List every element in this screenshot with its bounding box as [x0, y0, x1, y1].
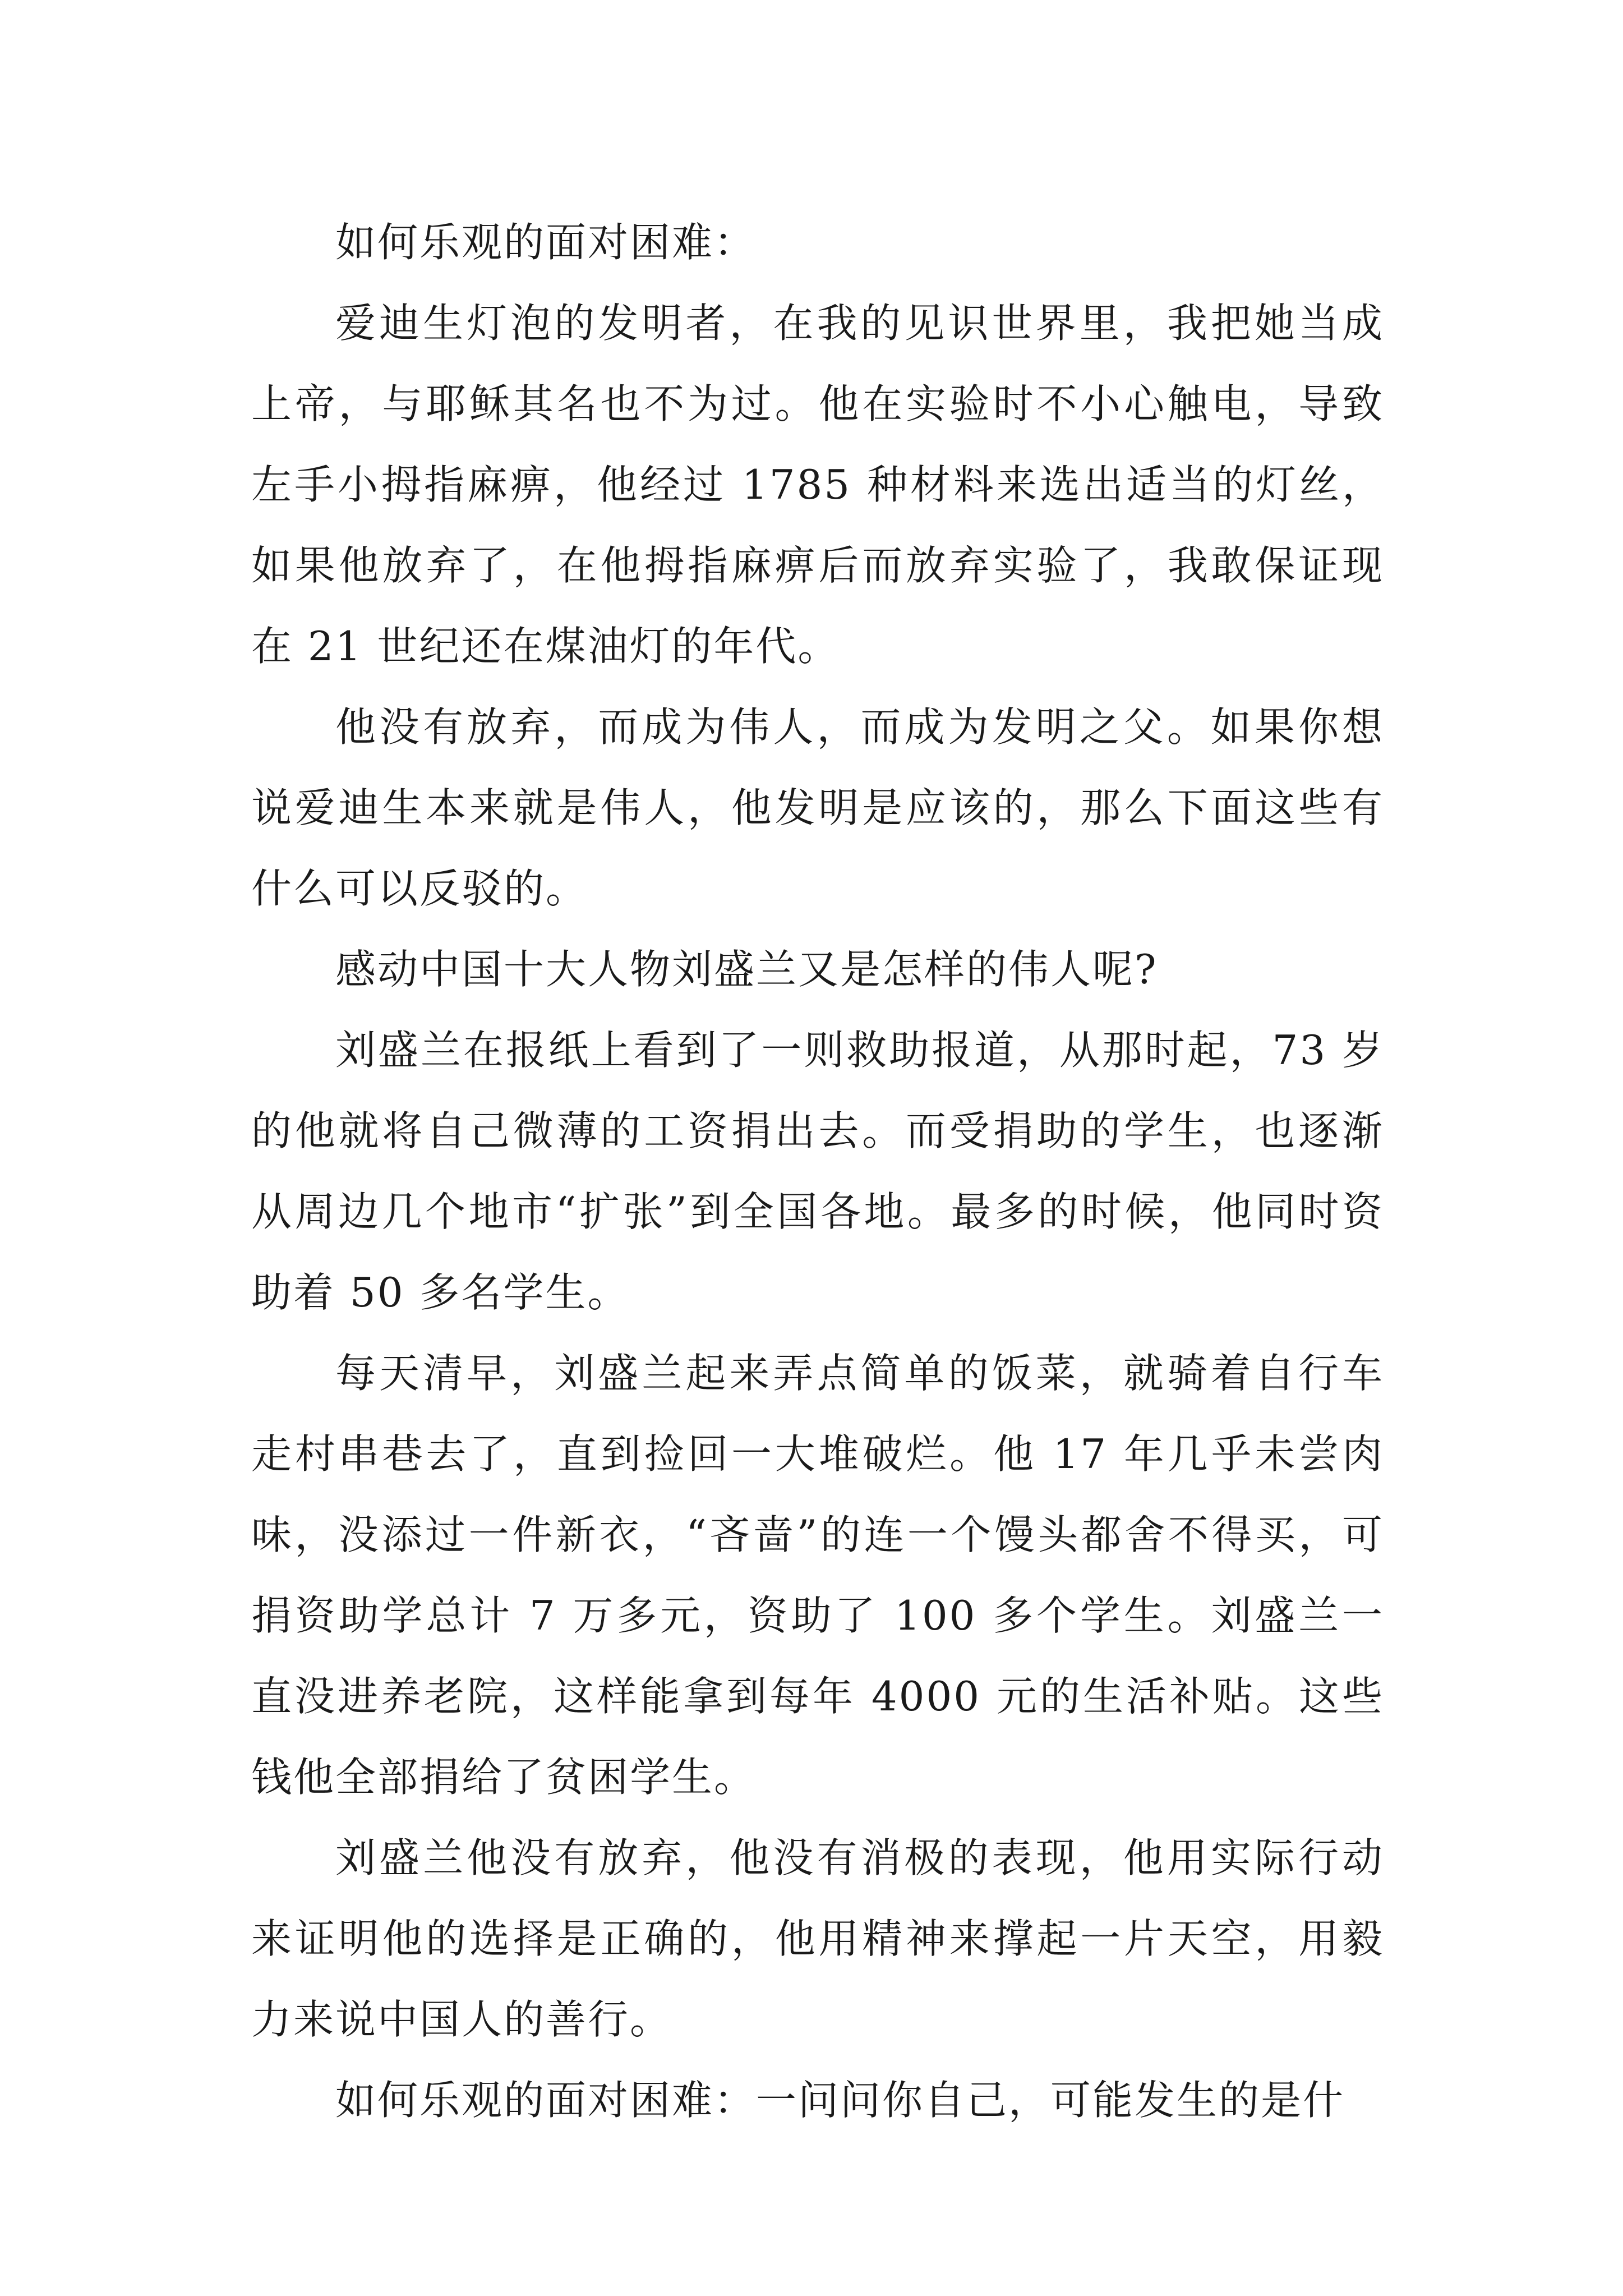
paragraph-edison-invention: 爱迪生灯泡的发明者，在我的见识世界里，我把她当成上帝，与耶稣其名也不为过。他在实验时不小心触电，导致左手小拇指麻痹，他经过 1785 种材料来选出适当的灯丝，如果他放弃了，在他拇指麻痹后而放弃实验了，我敢保证现在 21 世纪还在煤油灯的年代。	[251, 300, 1384, 670]
paragraph-heading-optimism: 如何乐观的面对困难：	[335, 219, 757, 266]
paragraph-optimism-question: 如何乐观的面对困难：一问问你自己，可能发生的是什	[335, 2077, 1345, 2124]
document-body	[251, 202, 1384, 2141]
paragraph-liu-shenglan-question: 感动中国十大人物刘盛兰又是怎样的伟人呢?	[335, 946, 1158, 993]
paragraph-edison-never-gave-up: 他没有放弃，而成为伟人，而成为发明之父。如果你想说爱迪生本来就是伟人，他发明是应该的，那么下面这些有什么可以反驳的。	[251, 703, 1384, 912]
paragraph-liu-shenglan-daily-life: 每天清早，刘盛兰起来弄点简单的饭菜，就骑着自行车走村串巷去了，直到捡回一大堆破烂。他 17 年几乎未尝肉味，没添过一件新衣，“吝啬”的连一个馒头都舍不得买，可捐资助学总计 7 万多元，资助了 100 多个学生。刘盛兰一直没进养老院，这样能拿到每年 4000 元的生活补贴。这些钱他全部捐给了贫困学生。	[251, 1350, 1384, 1801]
paragraph-liu-shenglan-donation: 刘盛兰在报纸上看到了一则救助报道，从那时起，73 岁的他就将自己微薄的工资捐出去。而受捐助的学生，也逐渐从周边几个地市“扩张”到全国各地。最多的时候，他同时资助着 50 多名学生。	[251, 1027, 1384, 1316]
paragraph-liu-shenglan-spirit: 刘盛兰他没有放弃，他没有消极的表现，他用实际行动来证明他的选择是正确的，他用精神来撑起一片天空，用毅力来说中国人的善行。	[251, 1834, 1384, 2043]
